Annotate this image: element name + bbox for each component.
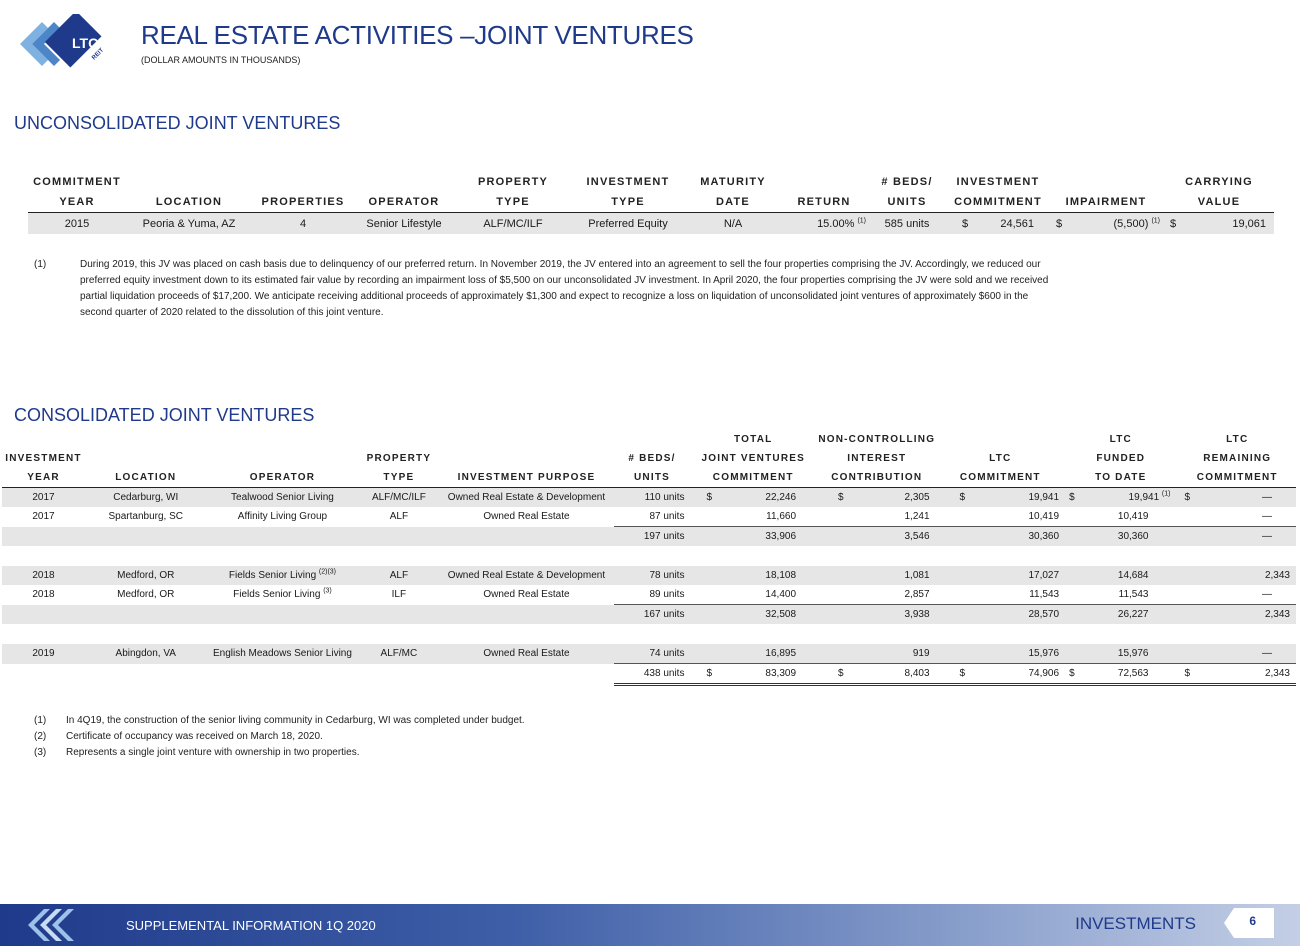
col-header: UNITS bbox=[866, 192, 948, 213]
col-header: NON-CONTROLLING bbox=[818, 434, 936, 445]
col-header: INTEREST bbox=[847, 453, 907, 464]
col-header: INVESTMENT bbox=[586, 176, 670, 188]
consolidated-section-title: CONSOLIDATED JOINT VENTURES bbox=[14, 405, 315, 425]
col-header: LOCATION bbox=[85, 468, 207, 488]
col-header: # BEDS/ bbox=[628, 453, 676, 464]
col-header: # BEDS/ bbox=[881, 176, 933, 188]
col-header: FUNDED bbox=[1096, 453, 1146, 464]
footnote-item: (3) Represents a single joint venture with ownership in two properties. bbox=[34, 747, 360, 758]
table-header-row bbox=[2, 430, 1296, 449]
table-row: 2018 Medford, OR Fields Senior Living $^{(2)(3)}$ ALF Owned Real Estate & Development 78 units 18,108 1,081 17,027 14,684 2,343 bbox=[2, 566, 1296, 585]
col-header: TYPE bbox=[572, 192, 684, 213]
footnote-item: (2) Certificate of occupancy was received on March 18, 2020. bbox=[34, 731, 323, 742]
col-header: IMPAIRMENT bbox=[1048, 192, 1164, 213]
col-header: TOTAL bbox=[734, 434, 773, 445]
col-header: COMMITMENT bbox=[948, 192, 1048, 213]
consolidated-footnotes bbox=[34, 713, 1274, 763]
col-header: REMAINING bbox=[1203, 453, 1272, 464]
footer-section-label: INVESTMENTS bbox=[1075, 914, 1196, 933]
col-header: COMMITMENT bbox=[33, 176, 121, 188]
col-header: UNITS bbox=[614, 468, 691, 488]
page-number: 6 bbox=[1249, 914, 1256, 928]
table-row: 2015 Peoria & Yuma, AZ 4 Senior Lifestyle ALF/MC/ILF Preferred Equity N/A 15.00% $^{(1)}$ 585 units $ 24,561 $ (5,500) $^{(1)}$ $ 19,061 bbox=[28, 213, 1274, 235]
consolidated-table bbox=[2, 430, 1296, 686]
col-header: PROPERTY bbox=[366, 453, 432, 464]
table-row: 2017 Spartanburg, SC Affinity Living Group ALF Owned Real Estate 87 units 11,660 1,241 10,419 10,419 — bbox=[32, 511, 1272, 523]
table-header-row bbox=[2, 449, 1296, 468]
col-header: OPERATOR bbox=[207, 468, 359, 488]
col-header: LTC bbox=[1109, 434, 1132, 445]
logo-sub-text: REIT bbox=[91, 47, 106, 62]
col-header: TO DATE bbox=[1063, 468, 1178, 488]
page-subtitle: (DOLLAR AMOUNTS IN THOUSANDS) bbox=[141, 55, 301, 65]
col-header: CONTRIBUTION bbox=[816, 468, 938, 488]
col-header: TYPE bbox=[454, 192, 572, 213]
col-header: COMMITMENT bbox=[938, 468, 1064, 488]
col-header: PROPERTIES bbox=[252, 192, 354, 213]
logo-text: LTC bbox=[72, 35, 99, 51]
page-title: REAL ESTATE ACTIVITIES –JOINT VENTURES bbox=[141, 20, 694, 50]
grand-total-row: 438 units $ 83,309 $ 8,403 $ 74,906 $ 72,563 $ 2,343 bbox=[2, 664, 1296, 685]
table-header-row bbox=[28, 192, 1274, 213]
unconsolidated-section-title: UNCONSOLIDATED JOINT VENTURES bbox=[14, 113, 341, 133]
col-header: CARRYING bbox=[1185, 176, 1253, 188]
col-header: RETURN bbox=[782, 192, 866, 213]
col-header: LTC bbox=[1226, 434, 1249, 445]
col-header: OPERATOR bbox=[354, 192, 454, 213]
table-row: 2017 Cedarburg, WI Tealwood Senior Living ALF/MC/ILF Owned Real Estate & Development 110 units $ 22,246 $ 2,305 $ 19,941 $ 19,941 $^{(1)}$ $ — bbox=[2, 488, 1296, 508]
footer-supplemental-label: SUPPLEMENTAL INFORMATION 1Q 2020 bbox=[126, 918, 376, 933]
table-header-row bbox=[2, 468, 1296, 488]
col-header: VALUE bbox=[1164, 192, 1274, 213]
col-header: DATE bbox=[684, 192, 782, 213]
table-row: 2018 Medford, OR Fields Senior Living $^{(3)}$ ILF Owned Real Estate 89 units 14,400 2,857 11,543 11,543 — bbox=[32, 587, 1272, 601]
footnote-item: (1) In 4Q19, the construction of the senior living community in Cedarburg, WI was completed under budget. bbox=[34, 715, 525, 726]
table-row: 2019 Abingdon, VA English Meadows Senior Living ALF/MC Owned Real Estate 74 units 16,895 919 15,976 15,976 — bbox=[2, 644, 1296, 664]
col-header: YEAR bbox=[28, 192, 126, 213]
col-header: LOCATION bbox=[126, 192, 252, 213]
col-header: INVESTMENT bbox=[956, 176, 1040, 188]
ltc-reit-logo bbox=[16, 14, 130, 74]
col-header: JOINT VENTURES bbox=[701, 453, 805, 464]
col-header: COMMITMENT bbox=[690, 468, 816, 488]
col-header: TYPE bbox=[358, 468, 439, 488]
col-header: COMMITMENT bbox=[1178, 468, 1296, 488]
footer-bar bbox=[0, 904, 1300, 946]
col-header: INVESTMENT bbox=[5, 453, 82, 464]
col-header: LTC bbox=[989, 453, 1012, 464]
col-header: INVESTMENT PURPOSE bbox=[439, 468, 613, 488]
subtotal-row: 197 units 33,906 3,546 30,360 30,360 — bbox=[2, 527, 1296, 547]
unconsolidated-table bbox=[28, 172, 1274, 234]
col-header: YEAR bbox=[2, 468, 85, 488]
unconsolidated-footnote: (1) During 2019, this JV was placed on cash basis due to delinquency of our preferred return. In November 2019, the JV entered into an agreement to sell the four properties comprising the JV. Accordingly, we reduced our preferred equity investment down to its estimated fair value by recording an impairment loss of $5,500 on our unconsolidated JV investment. In April 2020, the four properties comprising the JV were sold and we received partial liquidation proceeds of $17,200. We anticipate receiving additional proceeds of approximately $1,300 and expect to recognize a loss on liquidation of unconsolidated joint ventures of approximately $600 in the second quarter of 2020 related to the dissolution of this joint venture. bbox=[34, 259, 1049, 318]
chevron-arrows-icon bbox=[24, 908, 114, 942]
table-header-row bbox=[28, 172, 1274, 192]
subtotal-row: 167 units 32,508 3,938 28,570 26,227 2,343 bbox=[2, 605, 1296, 625]
col-header: PROPERTY bbox=[477, 176, 549, 188]
col-header: MATURITY bbox=[700, 176, 766, 188]
